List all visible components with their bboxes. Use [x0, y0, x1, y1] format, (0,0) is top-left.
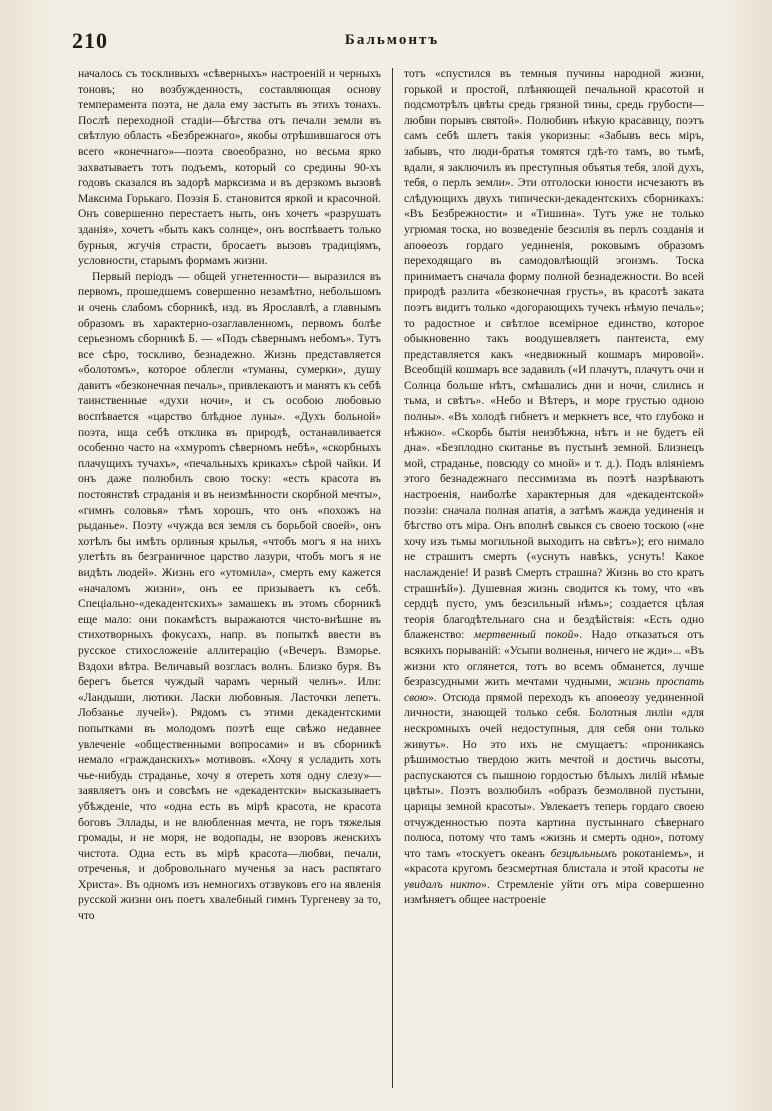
right-italic-4: не увидалъ никто — [404, 862, 704, 891]
right-italic-2: жизнь проспать свою — [404, 675, 704, 704]
running-head: Бальмонтъ — [344, 32, 440, 48]
left-column — [78, 66, 381, 1096]
right-column — [404, 66, 704, 1096]
page-number: 210 — [72, 28, 108, 53]
page-header — [72, 28, 712, 56]
right-text-2: ». Надо отказаться отъ всякихъ порываній: «Усыпи волненья, ничего не жди»... «Въ жизни кто оглянется, тотъ во всемъ обманется, лучше безразсудными жить мечтами чудными, — [404, 628, 704, 689]
right-italic-1: мертвенный покой — [473, 628, 574, 642]
right-text-3: ». Отсюда прямой переходъ къ апоѳеозу уединенной личности, знающей только себя. Болотныя лиліи «для нескромныхъ очей недоступныя, для себя они только живутъ». Но это ихъ не смущаетъ: «проникаясь рѣшимостью твердою жить мечтой и достичь высоты, распускаются съ пышною гордостью бѣлыхъ лилій нѣмые цвѣты». Поэтъ возлюбилъ «образъ безмолвной пустыни, царицы земной красоты». Увлекаетъ теперь гордаго своею отчужденностью поэта картина пустыннаго сѣвернаго полюса, потому что тамъ «жизнь и смерть одно», потому что тамъ «тоскуетъ океанъ — [404, 690, 704, 860]
right-italic-3: безцѣльнымъ — [550, 846, 617, 860]
column-divider — [392, 68, 393, 1088]
right-text-1: тотъ «спустился въ темныя пучины народной жизни, горькой и простой, плѣняющей печальной красотой и подсмотрѣлъ цвѣты средь грязной тины, средь грубости—любви порывъ святой». Полюбивъ нѣкую красавицу, поэтъ самъ себѣ шлетъ такія укоризны: «Забывъ весь міръ, забывъ, что люди-братья томятся гдѣ-то тамъ, во тьмѣ, вдали, я заключилъ въ преступныя объятья тебя, злой духъ, тебя, о перлъ земли». Эти отголоски юности исчезаютъ въ слѣдующихъ двухъ типически-декадентскихъ сборникахъ: «Въ Безбрежности» и «Тишина». Тутъ уже не только угрюмая тоска, но возведеніе безсилія въ перлъ созданія и апоѳеозъ гордаго уединенія, роковымъ образомъ переходящаго въ самодовлѣющій эгоизмъ. Тоска принимаетъ сначала форму полной безнадежности. Во всей природѣ разлита «безконечная грусть», въ красотѣ заката поэтъ видитъ только «догорающихъ тучекъ нѣмую печаль»; то радостное и свѣтлое всемірное единство, которое обыкновенно такъ воодушевляетъ пантеиста, ему представляется какъ «недвижный кошмаръ мировой». Всеобщій кошмаръ все задавилъ («И плачутъ, плачутъ очи и Солнца больше нѣтъ, смѣшались дни и ночи, слились и тьма, и свѣтъ». «Небо и Вѣтеръ, и море грустью одною полны». «Въ холодѣ гибнетъ и меркнетъ все, что глубоко и нѣжно». «Скорбь бытія неизбѣжна, нѣтъ и не будетъ ей дна». «Безплодно скитанье въ пустынѣ земной. Близнецъ мой, страданье, повсюду со мной» и т. д.). Подъ вліяніемъ этого безнадежнаго пессимизма въ поэтѣ назрѣваютъ настроенія, наиболѣе характерныя для «декадентской» поэзіи: сначала полная апатія, а затѣмъ жажда уединенія и бѣгство отъ міра. Онъ вполнѣ свыкся съ своею тоскою («не хочу изъ тьмы могильной выходить на свѣтъ»); его нимало не страшитъ смерть («уснуть навѣкъ, уснуть! Какое наслажденіе! И развѣ Смерть страшна? Жизнь во сто кратъ страшнѣй»). Душевная жизнь сводится къ тому, что «въ сердцѣ пусто, умъ безсильный нѣмъ»; создается цѣлая теорія благодѣтельнаго сна и бездѣйствія: «Есть одно блаженство: — [404, 67, 704, 642]
text-columns — [78, 66, 706, 1096]
right-paragraph-1 — [404, 66, 704, 908]
left-paragraph-2: Первый періодъ — общей угнетенности— выразился въ первомъ, прошедшемъ совершенно незамѣтно, небольшомъ и очень слабомъ сборникѣ, изд. въ Ярославлѣ, а главнымъ образомъ въ характерно-озаглавленномъ, первомъ болѣе серьезномъ сборникѣ Б. — «Подъ сѣвернымъ небомъ». Тутъ все сѣро, тоскливо, безнадежно. Жизнь представляется «болотомъ», которое облегли «туманы, сумерки», душу давитъ «безконечная печаль», привлекаютъ и манятъ къ себѣ таинственные «духи ночи», и съ особою любовью воспѣвается «царство блѣдное луны». «Духъ больной» поэта, ища себѣ отклика въ природѣ, останавливается особенно часто на «хмурomъ сѣверномъ небѣ», «скорбныхъ плачущихъ тучахъ», «печальныхъ крикахъ» сѣрой чайки. И онъ даже полюбилъ свою тоску: «есть красота въ постоянствѣ страданія и въ неизмѣнности скорбной мечты», «гимнъ соловья» тѣмъ хорошъ, что онъ «похожъ на рыданье». Поэту «чужда вся земля съ борьбой своей», онъ хотѣлъ бы имѣть орлиныя крылья, «чтобъ могъ я на нихъ улетѣть въ безграничное царство лазури, чтобъ могъ я не видѣть людей». Жизнь его «утомила», смерть ему кажется «началомъ жизни», онъ ее призываетъ къ себѣ. Спеціально-«декадентскихъ» замашекъ въ этомъ сборникѣ еще мало: они покамѣстъ выражаются чисто-внѣшне въ стихотворныхъ фокусахъ, напр. въ попыткѣ ввести въ русское стихосложеніе аллитерацію («Вечеръ. Взморье. Вздохи вѣтра. Величавый возгласъ волнъ. Близко буря. Въ берегъ бьется чуждый чарамъ черный челнъ». Или: «Ландыши, лютики. Ласки любовныя. Ласточки лепетъ. Лобзанье лучей»). Рядомъ съ этими декадентскими попытками въ молодомъ поэтѣ еще свѣжо недавнее увлеченіе «общественными вопросами» и въ сборникѣ немало «гражданскихъ» мотивовъ. «Хочу я усладить хоть чье-нибудь страданье, хочу я отереть хотя одну слезу»—заявляетъ онъ и совсѣмъ не «декадентски» высказываетъ убѣжденіе, что «одна есть въ мірѣ красота, не красота боговъ Эллады, и не влюбленная мечта, не горъ тяжелыя громады, и не моря, не водопады, не взоровъ женскихъ чистота. Одна есть въ мірѣ красота—любви, печали, отреченья, и добровольнаго мученья за насъ распятаго Христа». Въ одномъ изъ немногихъ отзвуковъ его на явленія русской жизни онъ поетъ хвалебный гимнъ Тургеневу за то, что — [78, 269, 381, 923]
right-text-5: ». Стремленіе уйти отъ міра совершенно измѣняетъ общее настроеніе — [404, 877, 704, 907]
left-paragraph-1: началось съ тоскливыхъ «сѣверныхъ» настроеній и черныхъ тоновъ; но возбужденность, составляющая основу темперамента поэта, не дала ему застыть въ этихъ тонахъ. Послѣ переходной стадіи—бѣгства отъ печали земли въ свѣтлую область «Безбрежнаго», якобы отрѣшившагося отъ всего «конечнаго»—поэта своеобразно, но весьма ярко захватываетъ тотъ подъемъ, который со средины 90-хъ годовъ сказался въ задорѣ марксизма и въ дерзкомъ вызовѣ Максима Горькаго. Поэзія Б. становится яркой и красочной. Онъ совершенно перестаетъ ныть, онъ хочетъ «разрушать зданія», хочетъ «быть какъ солнце», онъ воспѣваетъ только бурныя, жгучія страсти, бросаетъ вызовъ традиціямъ, условности, старымъ формамъ жизни. — [78, 67, 381, 268]
right-text-4: рокотаніемъ», и «красота кругомъ безсмертная блистала и этой красоты — [404, 846, 704, 876]
